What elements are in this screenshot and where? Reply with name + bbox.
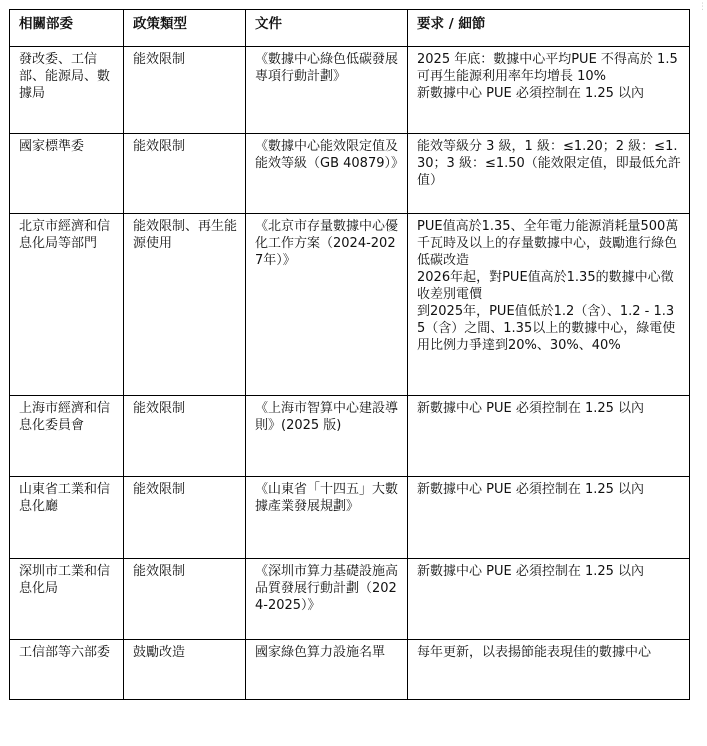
cell-dept: 發改委、工信部、能源局、數據局 bbox=[10, 47, 124, 134]
table-row bbox=[10, 477, 690, 559]
cell-dept: 深圳市工業和信息化局 bbox=[10, 559, 124, 640]
cell-document: 《北京市存量數據中心優化工作方案（2024-2027年）》 bbox=[246, 214, 408, 396]
table-row bbox=[10, 396, 690, 477]
requirement-line: 2025 年底：數據中心平均PUE 不得高於 1.5 bbox=[417, 52, 678, 67]
table-row bbox=[10, 134, 690, 214]
cell-requirement bbox=[408, 396, 690, 477]
cell-requirement bbox=[408, 134, 690, 214]
header-dept: 相關部委 bbox=[10, 10, 124, 47]
cell-requirement bbox=[408, 214, 690, 396]
requirement-line: 每年更新，以表揚節能表現佳的數據中心 bbox=[417, 645, 652, 660]
table-row bbox=[10, 559, 690, 640]
header-row bbox=[10, 10, 690, 47]
cell-type: 能效限制 bbox=[124, 396, 246, 477]
cell-type: 能效限制 bbox=[124, 477, 246, 559]
cell-requirement bbox=[408, 640, 690, 700]
cell-dept: 工信部等六部委 bbox=[10, 640, 124, 700]
cell-document: 國家綠色算力設施名單 bbox=[246, 640, 408, 700]
requirement-line: 新數據中心 PUE 必須控制在 1.25 以內 bbox=[417, 564, 645, 579]
requirement-line: 可再生能源利用率年均增長 10% bbox=[417, 69, 607, 84]
requirement-line: PUE值高於1.35、全年電力能源消耗量500萬千瓦時及以上的存量數據中心，鼓勵進行綠色低碳改造 bbox=[417, 219, 679, 268]
cell-document: 《深圳市算力基礎設施高品質發展行動計劃（2024-2025）》 bbox=[246, 559, 408, 640]
policy-table bbox=[9, 9, 690, 700]
requirement-line: 新數據中心 PUE 必須控制在 1.25 以內 bbox=[417, 86, 645, 101]
requirement-line: 到2025年，PUE值低於1.2（含）、1.2 - 1.35（含）之間、1.35以上的數據中心，綠電使用比例力爭達到20%、30%、40% bbox=[417, 304, 676, 353]
cell-dept: 北京市經濟和信息化局等部門 bbox=[10, 214, 124, 396]
table-row bbox=[10, 214, 690, 396]
cell-dept: 山東省工業和信息化廳 bbox=[10, 477, 124, 559]
cell-dept: 上海市經濟和信息化委員會 bbox=[10, 396, 124, 477]
header-document: 文件 bbox=[246, 10, 408, 47]
table-row bbox=[10, 47, 690, 134]
cell-type: 鼓勵改造 bbox=[124, 640, 246, 700]
requirement-line: 2026年起，對PUE值高於1.35的數據中心徵收差別電價 bbox=[417, 270, 674, 302]
cell-document: 《上海市智算中心建設導則》(2025 版) bbox=[246, 396, 408, 477]
cell-dept: 國家標準委 bbox=[10, 134, 124, 214]
requirement-line: 新數據中心 PUE 必須控制在 1.25 以內 bbox=[417, 482, 645, 497]
header-type: 政策類型 bbox=[124, 10, 246, 47]
cell-requirement bbox=[408, 477, 690, 559]
table-row bbox=[10, 640, 690, 700]
cell-type: 能效限制 bbox=[124, 47, 246, 134]
cell-document: 《數據中心綠色低碳發展專項行動計劃》 bbox=[246, 47, 408, 134]
cell-document: 《山東省「十四五」大數據產業發展規劃》 bbox=[246, 477, 408, 559]
requirement-line: 新數據中心 PUE 必須控制在 1.25 以內 bbox=[417, 401, 645, 416]
cell-type: 能效限制 bbox=[124, 134, 246, 214]
cell-type: 能效限制、再生能源使用 bbox=[124, 214, 246, 396]
requirement-line: 能效等級分 3 級，1 級：≤1.20；2 級：≤1.30；3 級：≤1.50（能效限定值，即最低允許值） bbox=[417, 139, 681, 188]
more-options-icon: ⋮ bbox=[698, 2, 707, 12]
cell-requirement bbox=[408, 47, 690, 134]
table-body bbox=[10, 47, 690, 700]
cell-type: 能效限制 bbox=[124, 559, 246, 640]
header-requirement: 要求 / 細節 bbox=[408, 10, 690, 47]
cell-requirement bbox=[408, 559, 690, 640]
cell-document: 《數據中心能效限定值及能效等級（GB 40879）》 bbox=[246, 134, 408, 214]
